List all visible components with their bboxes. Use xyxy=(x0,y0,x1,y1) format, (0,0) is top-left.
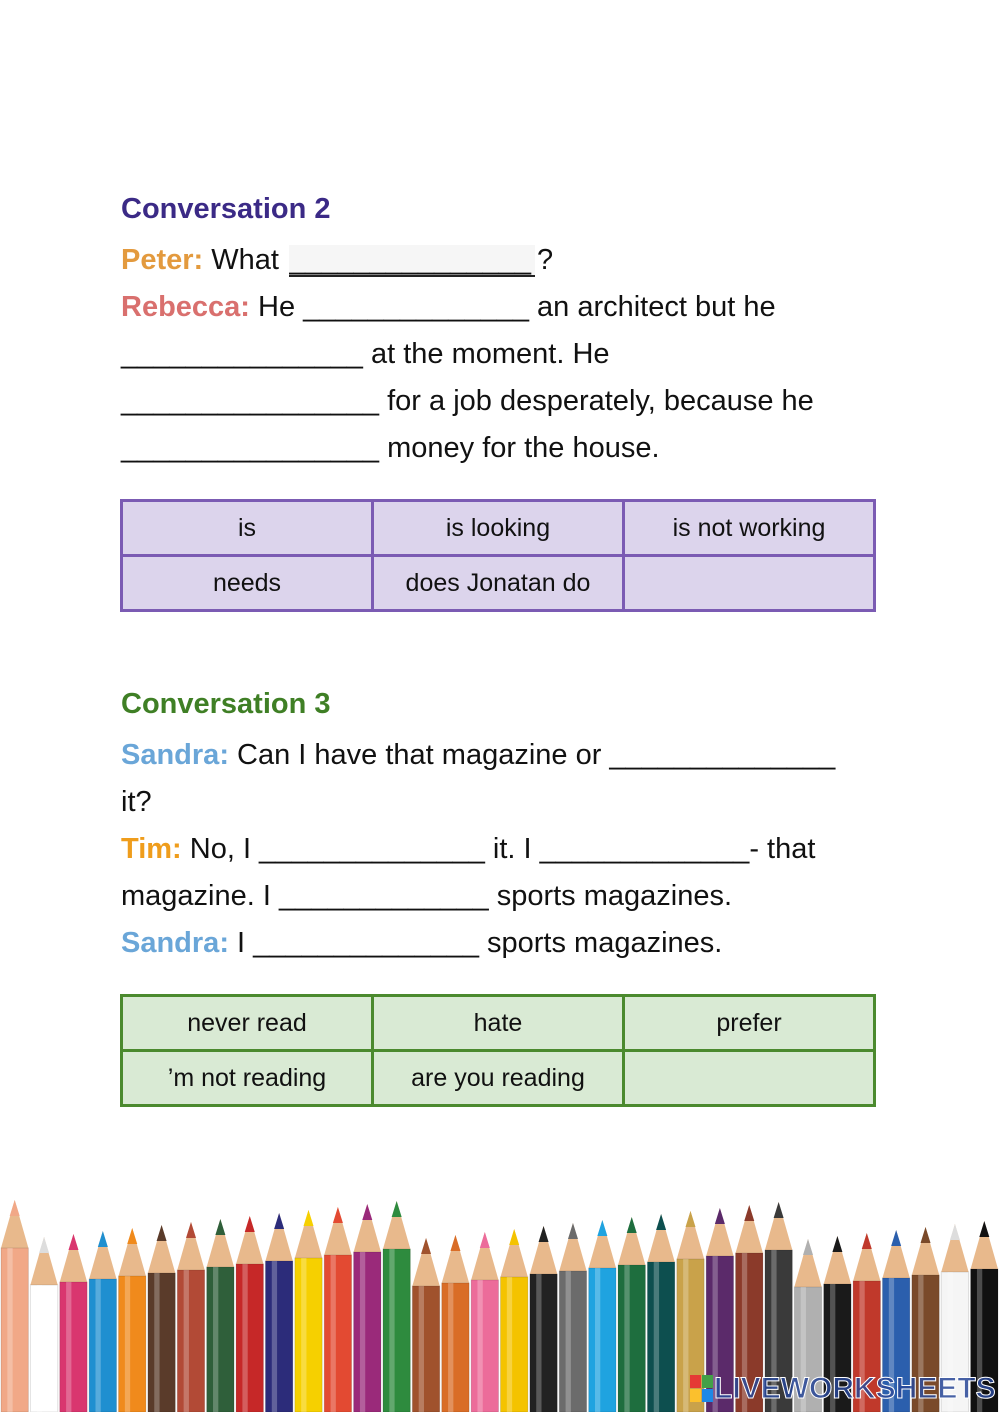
word-bank-row xyxy=(122,996,875,1051)
word-bank-cell-empty xyxy=(624,1051,875,1106)
word-bank-row xyxy=(122,556,875,611)
conv2-line-5: ________________ money for the house. xyxy=(121,432,660,464)
word-bank-row xyxy=(122,501,875,556)
conversation-3-title: Conversation 3 xyxy=(121,688,331,720)
conv2-line-4: ________________ for a job desperately, because he xyxy=(121,385,814,417)
pencil xyxy=(501,1229,528,1412)
conv2-line-1-pre: What xyxy=(203,244,288,276)
word-bank-cell: does Jonatan do xyxy=(373,556,624,611)
conv3-line-3 xyxy=(121,832,815,866)
liveworksheets-logo xyxy=(690,1372,996,1406)
word-bank-cell: prefer xyxy=(624,996,875,1051)
conv3-line-5-text: I ______________ sports magazines. xyxy=(228,927,723,959)
word-bank-cell: is looking xyxy=(373,501,624,556)
pencil xyxy=(89,1231,116,1412)
word-bank-cell: is not working xyxy=(624,501,875,556)
word-bank-cell: is xyxy=(122,501,373,556)
conv3-line-4: magazine. I _____________ sports magazines. xyxy=(121,880,733,912)
pencil xyxy=(177,1222,204,1412)
pencil xyxy=(1,1200,28,1412)
conv3-line-3-text: No, I ______________ it. I _____________- that xyxy=(181,833,816,865)
speaker-peter: Peter: xyxy=(121,244,204,276)
conv2-line-1-post: ? xyxy=(537,244,554,276)
pencil xyxy=(324,1207,351,1412)
liveworksheets-badge-icon xyxy=(690,1375,714,1403)
word-bank-cell: never read xyxy=(122,996,373,1051)
pencil xyxy=(383,1201,410,1412)
speaker-sandra: Sandra: xyxy=(121,927,229,959)
pencil xyxy=(236,1216,263,1412)
conv3-word-bank xyxy=(120,994,876,1107)
pencil xyxy=(647,1214,674,1412)
conv2-word-bank xyxy=(120,499,876,612)
pencil xyxy=(119,1228,146,1412)
word-bank-cell: hate xyxy=(373,996,624,1051)
pencil xyxy=(559,1223,586,1412)
word-bank-cell: are you reading xyxy=(373,1051,624,1106)
speaker-rebecca: Rebecca: xyxy=(121,291,250,323)
conv3-line-5 xyxy=(121,926,722,960)
conv2-line-2 xyxy=(121,290,776,324)
conv3-line-2: it? xyxy=(121,786,152,818)
conv2-line-3: _______________ at the moment. He xyxy=(121,338,610,370)
conv3-line-1 xyxy=(121,738,835,772)
pencil xyxy=(618,1217,645,1412)
word-bank-row xyxy=(122,1051,875,1106)
liveworksheets-logo-text: LIVEWORKSHEETS xyxy=(714,1372,996,1405)
word-bank-cell-empty xyxy=(624,556,875,611)
conv2-line-1 xyxy=(121,243,553,277)
pencil xyxy=(354,1204,381,1412)
pencil xyxy=(207,1219,234,1412)
conv2-line-2-text: He ______________ an architect but he xyxy=(249,291,776,323)
pencil xyxy=(442,1235,469,1412)
pencil xyxy=(412,1238,439,1412)
pencil xyxy=(30,1237,57,1412)
word-bank-cell: ’m not reading xyxy=(122,1051,373,1106)
pencil xyxy=(295,1210,322,1412)
conversation-2-title: Conversation 2 xyxy=(121,193,331,225)
speaker-tim: Tim: xyxy=(121,833,182,865)
answer-input[interactable] xyxy=(289,245,535,277)
pencil xyxy=(265,1213,292,1412)
pencil xyxy=(471,1232,498,1412)
word-bank-cell: needs xyxy=(122,556,373,611)
pencil xyxy=(589,1220,616,1412)
conv3-line-1-text: Can I have that magazine or ______________ xyxy=(228,739,836,771)
speaker-sandra: Sandra: xyxy=(121,739,229,771)
pencil xyxy=(60,1234,87,1412)
pencil xyxy=(530,1226,557,1412)
pencil xyxy=(148,1225,175,1412)
